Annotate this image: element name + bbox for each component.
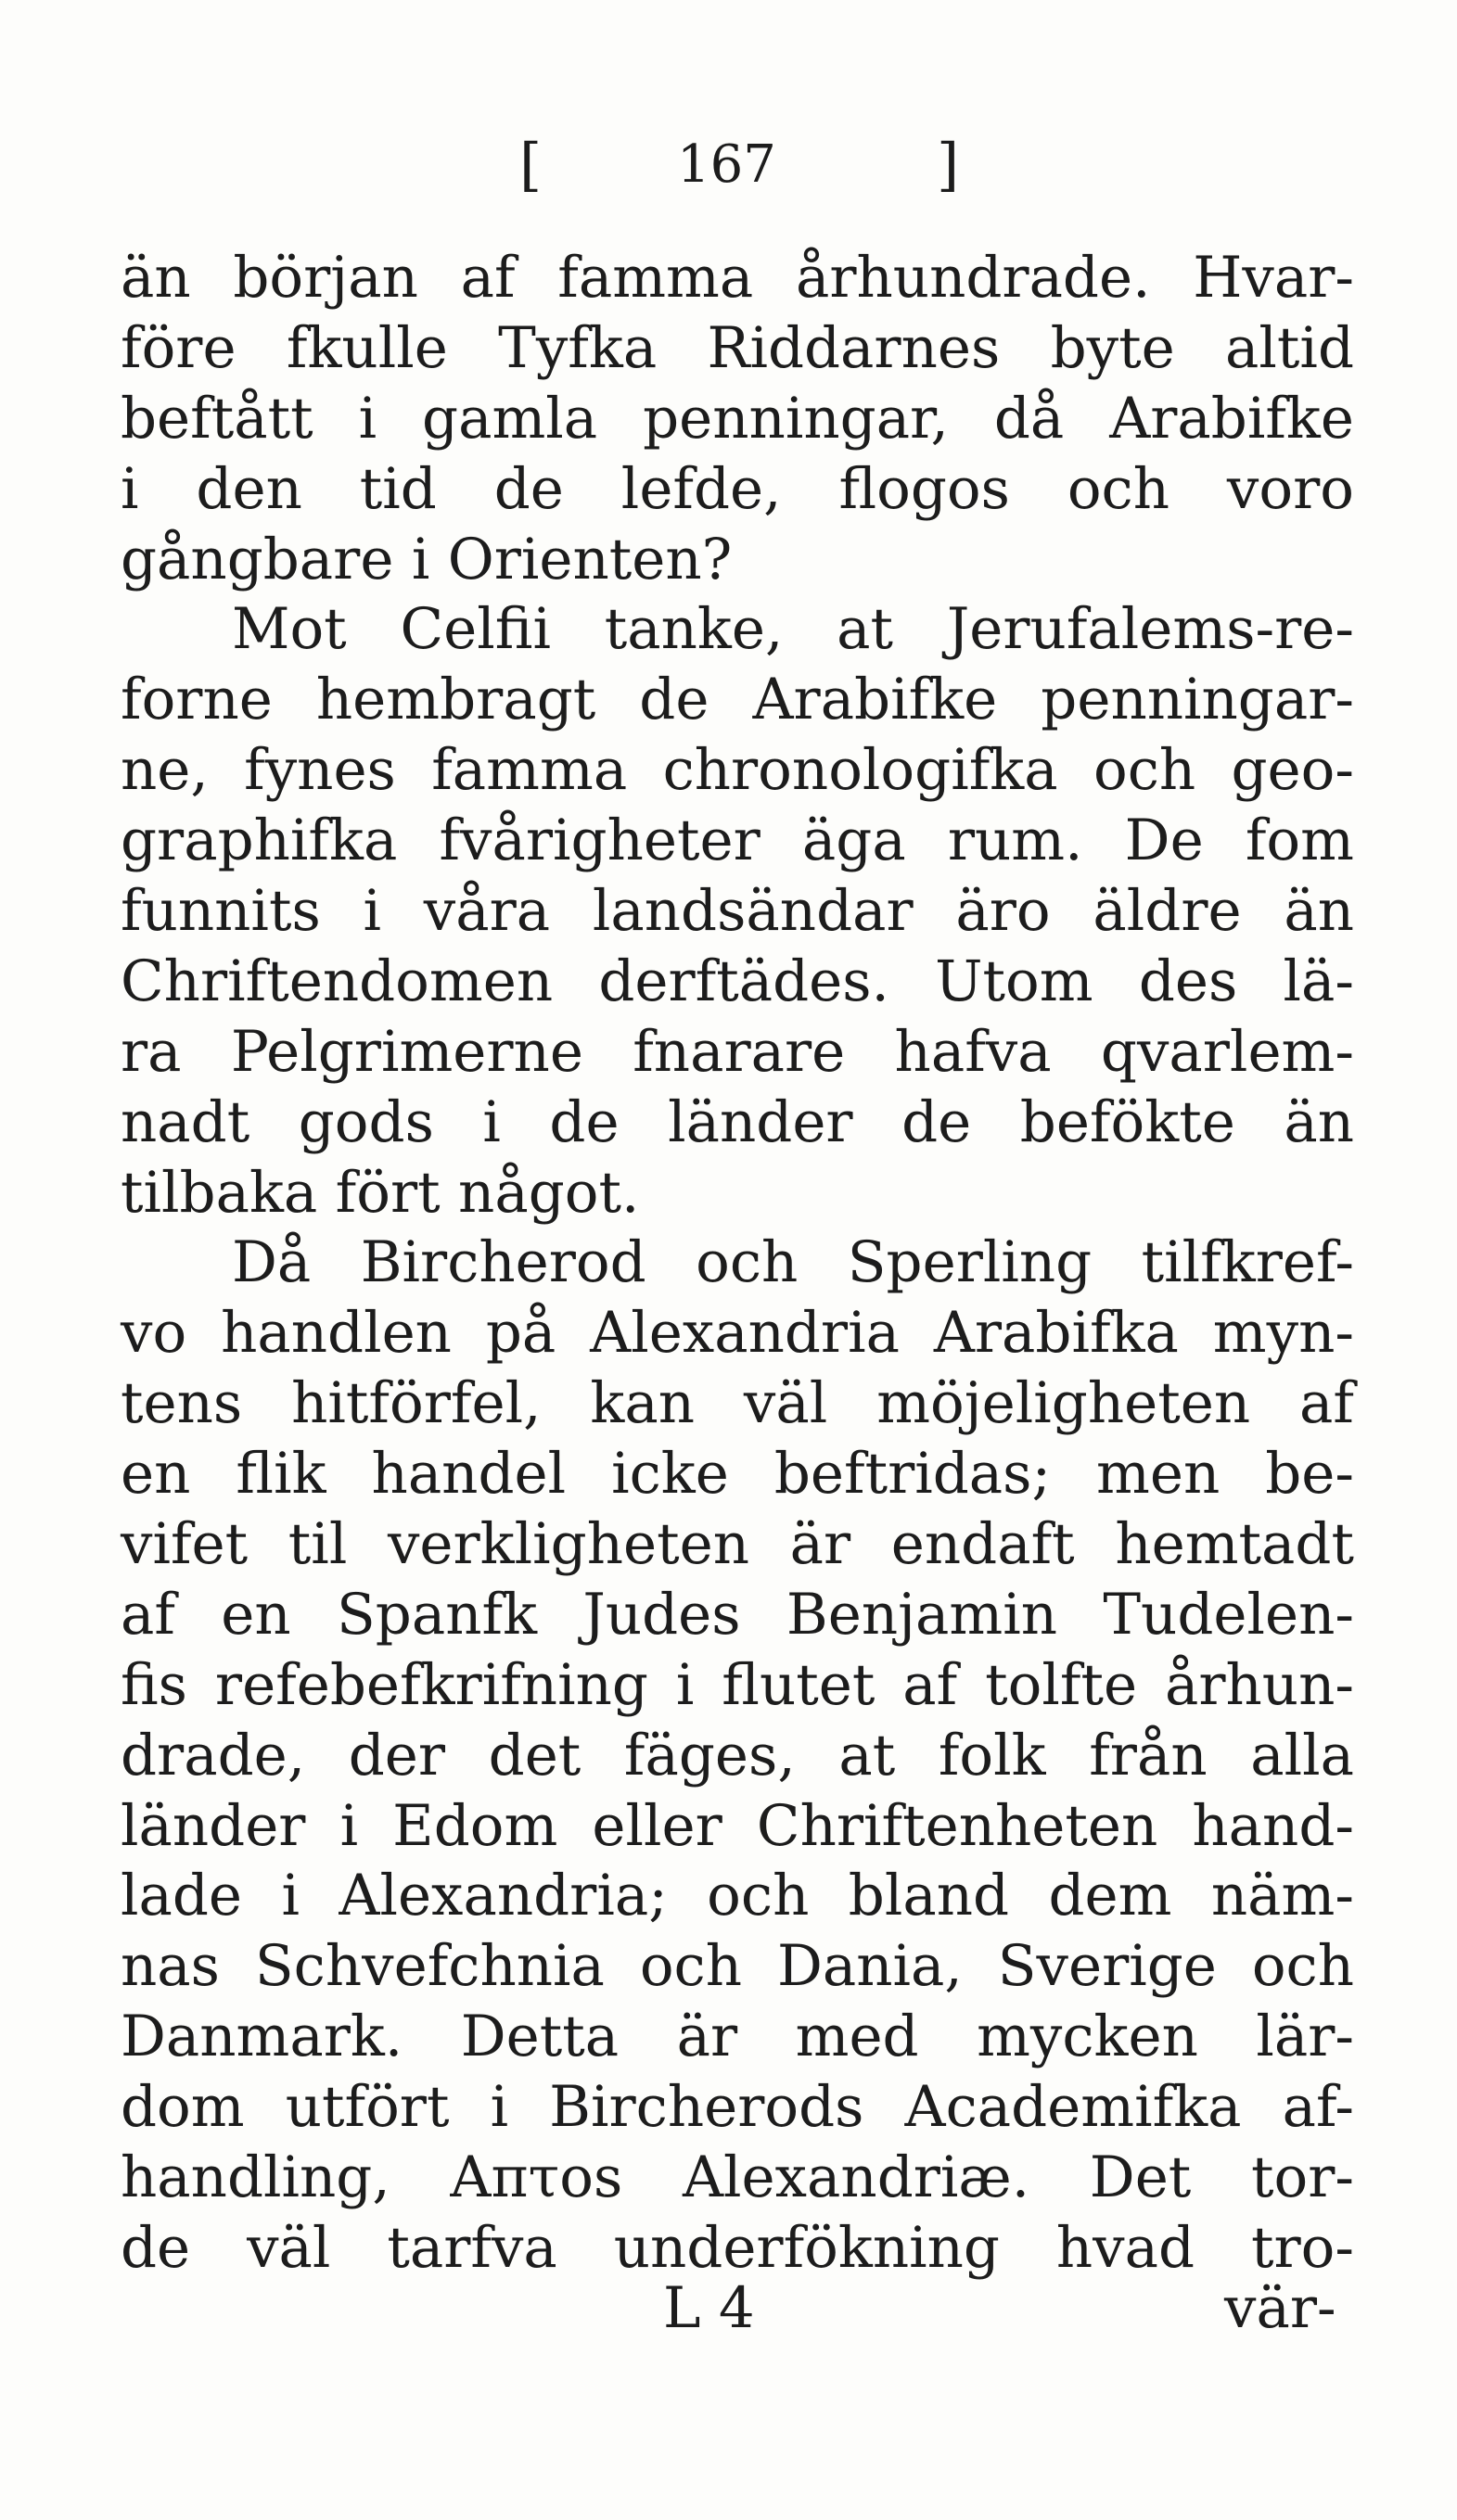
- text-line: nas Schvefchnia och Dania, Sverige och: [121, 1933, 1354, 2000]
- text-line: drade, der det fäges, at folk från alla: [121, 1722, 1354, 1788]
- text-line: lade i Alexandria; och bland dem näm-: [121, 1863, 1354, 1929]
- text-line: Danmark. Detta är med mycken lär-: [121, 2004, 1354, 2070]
- catchword: vär-: [1224, 2275, 1336, 2341]
- paragraph-start-line: Då Bircherod och Sperling tilfkref-: [232, 1229, 1354, 1296]
- text-line: Chriftendomen derftädes. Utom des lä-: [121, 948, 1354, 1014]
- text-line: de väl tarfva underfökning hvad tro-: [121, 2214, 1354, 2281]
- text-line: än början af famma århundrade. Hvar-: [121, 245, 1354, 311]
- text-line: funnits i våra landsändar äro äldre än: [121, 878, 1354, 945]
- header-bracket-left: [: [519, 131, 543, 198]
- header-bracket-right: ]: [937, 131, 960, 198]
- signature-mark: L 4: [663, 2275, 755, 2341]
- paragraph-start-line: Mot Celfii tanke, at Jerufalems-re-: [232, 596, 1354, 663]
- page-footer: [0, 2272, 1457, 2346]
- page-number: 167: [677, 134, 776, 195]
- text-line: länder i Edom eller Chriftenheten hand-: [121, 1792, 1354, 1859]
- text-line: fis refebefkrifning i flutet af tolfte århun-: [121, 1651, 1354, 1718]
- text-line: forne hembragt de Arabifke penningar-: [121, 667, 1354, 733]
- text-line: ra Pelgrimerne fnarare hafva qvarlem-: [121, 1018, 1354, 1085]
- text-line: tens hitförfel, kan väl möjeligheten af: [121, 1370, 1354, 1437]
- page-header: [519, 128, 965, 202]
- text-line: en flik handel icke beftridas; men be-: [121, 1441, 1354, 1508]
- text-line: vifet til verkligheten är endaft hemtadt: [121, 1511, 1354, 1578]
- text-line: gångbare i Orienten?: [121, 526, 733, 592]
- text-line: vo handlen på Alexandria Arabifka myn-: [121, 1300, 1354, 1367]
- text-line: handling, Aπτos Alexandriæ. Det tor-: [121, 2145, 1354, 2211]
- text-line: graphifka fvårigheter äga rum. De fom: [121, 808, 1354, 874]
- text-line: dom utfört i Bircherods Academifka af-: [121, 2074, 1354, 2141]
- text-line: i den tid de lefde, flogos och voro: [121, 455, 1354, 522]
- text-line: ne, fynes famma chronologifka och geo-: [121, 737, 1354, 804]
- text-line: nadt gods i de länder de befökte än: [121, 1088, 1354, 1155]
- body-text: [121, 243, 1354, 2284]
- text-line: af en Spanfk Judes Benjamin Tudelen-: [121, 1581, 1354, 1648]
- text-line: före fkulle Tyfka Riddarnes byte altid: [121, 314, 1354, 381]
- text-line: beftått i gamla penningar, då Arabifke: [121, 385, 1354, 452]
- text-line: tilbaka fört något.: [121, 1159, 640, 1226]
